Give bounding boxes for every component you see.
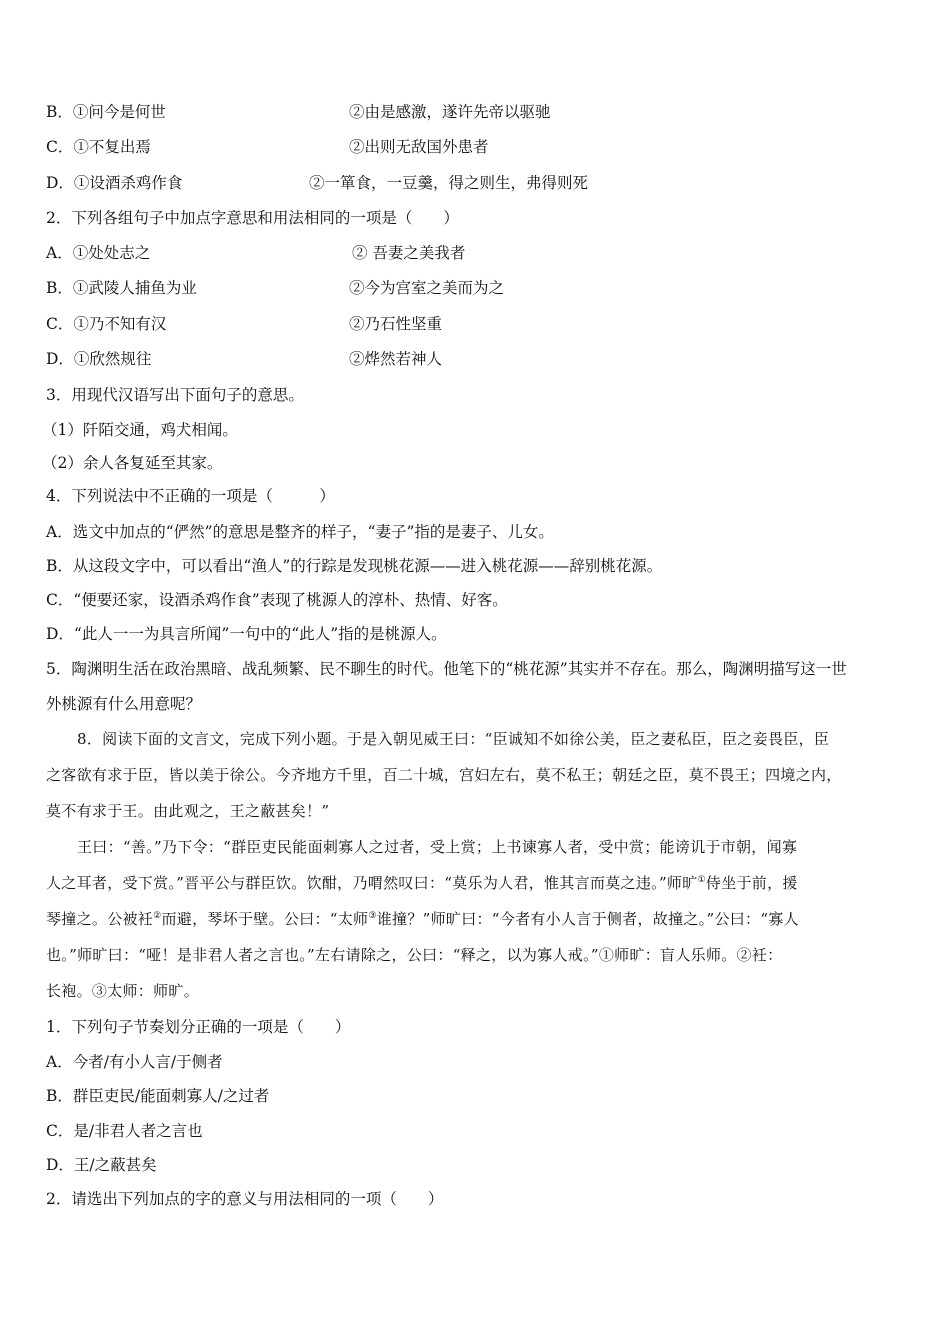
q2-option-b-left: B．①武陵人捕鱼为业	[46, 279, 197, 297]
q4-option-b: B．从这段文字中，可以看出“渔人”的行踪是发现桃花源——进入桃花源——辞别桃花源。	[46, 557, 663, 575]
passage8-p1-line-2: 之客欲有求于臣，皆以美于徐公。今齐地方千里，百二十城，宫妇左右，莫不私王；朝廷之臣，莫不畏王；四境之内，	[46, 766, 842, 784]
q2-option-c-right: ②乃石性坚重	[349, 315, 443, 333]
q3-sentence-2: （2）余人各复延至其家。	[42, 454, 223, 472]
q2-stem: 2．下列各组句子中加点字意思和用法相同的一项是（ ）	[46, 209, 459, 227]
q3-stem: 3．用现代汉语写出下面句子的意思。	[46, 386, 304, 404]
passage8-p2-line-3-b: 而避，琴坏于壁。公曰：“太师	[161, 910, 369, 928]
passage8-p2-line-2	[46, 873, 798, 893]
passage8-p2-line-3	[46, 909, 799, 929]
q8-1-option-c: C．是/非君人者之言也	[46, 1122, 203, 1140]
q1-option-c-left: C．①不复出焉	[46, 138, 151, 156]
q2-option-d-right: ②烨然若神人	[349, 350, 443, 368]
footnote-mark-1: ①	[697, 875, 706, 885]
q8-1-option-a: A．今者/有小人言/于侧者	[46, 1053, 223, 1071]
q2-option-b-right: ②今为宫室之美而为之	[349, 279, 505, 297]
q3-sentence-1: （1）阡陌交通，鸡犬相闻。	[42, 421, 238, 439]
passage8-p2-line-2-text: 人之耳者，受下赏。”晋平公与群臣饮。饮酣，乃喟然叹曰：“莫乐为人君，惟其言而莫之违。”师旷	[46, 874, 698, 892]
passage8-p2-line-5: 长袍。③太师：师旷。	[46, 982, 200, 1000]
q1-option-b-left: B．①问今是何世	[46, 103, 166, 121]
q4-option-c: C．“便要还家，设酒杀鸡作食”表现了桃源人的淳朴、热情、好客。	[46, 591, 508, 609]
q8-1-option-d: D．王/之蔽甚矣	[46, 1156, 157, 1174]
q5-line-1: 5．陶渊明生活在政治黑暗、战乱频繁、民不聊生的时代。他笔下的“桃花源”其实并不存在。那么，陶渊明描写这一世	[46, 660, 847, 678]
passage8-p2-line-3-a: 琴撞之。公被衽	[46, 910, 154, 928]
passage8-p2-line-1: 王曰：“善。”乃下令：“群臣吏民能面刺寡人之过者，受上赏；上书谏寡人者，受中赏；能谤讥于市朝，闻寡	[77, 838, 798, 856]
passage8-p1-line-3: 莫不有求于王。由此观之，王之蔽甚矣！”	[46, 802, 330, 820]
q4-option-d: D．“此人一一为具言所闻”一句中的“此人”指的是桃源人。	[46, 625, 447, 643]
passage8-p2-line-2-tail: 侍坐于前，援	[705, 874, 798, 892]
q5-line-2: 外桃源有什么用意呢？	[46, 695, 202, 713]
passage8-p2-line-3-c: 谁撞？”师旷曰：“今者有小人言于侧者，故撞之。”公曰：“寡人	[376, 910, 799, 928]
q8-1-stem: 1．下列句子节奏划分正确的一项是（ ）	[46, 1018, 351, 1036]
q8-2-stem: 2．请选出下列加点的字的意义与用法相同的一项（ ）	[46, 1190, 444, 1208]
q2-option-d-left: D．①欣然规往	[46, 350, 152, 368]
q2-option-c-left: C．①乃不知有汉	[46, 315, 167, 333]
q1-option-b-right: ②由是感激，遂许先帝以驱驰	[349, 103, 551, 121]
passage8-p2-line-4: 也。”师旷曰：“哑！是非君人者之言也。”左右请除之，公曰：“释之，以为寡人戒。”①师旷：盲人乐师。②衽：	[46, 946, 783, 964]
q1-option-d-left: D．①设酒杀鸡作食	[46, 174, 183, 192]
q2-option-a-right: ② 吾妻之美我者	[352, 244, 466, 262]
q2-option-a-left: A．①处处志之	[46, 244, 151, 262]
q1-option-c-right: ②出则无敌国外患者	[349, 138, 489, 156]
q1-option-d-right: ②一箪食，一豆羹，得之则生，弗得则死	[309, 174, 589, 192]
q4-option-a: A．选文中加点的“俨然”的意思是整齐的样子，“妻子”指的是妻子、儿女。	[46, 523, 554, 541]
q8-1-option-b: B．群臣吏民/能面刺寡人/之过者	[46, 1087, 270, 1105]
q4-stem: 4．下列说法中不正确的一项是（ ）	[46, 487, 335, 505]
passage8-p1-line-1: 8．阅读下面的文言文，完成下列小题。于是入朝见威王曰：“臣诚知不如徐公美，臣之妻私臣，臣之妾畏臣，臣	[77, 730, 830, 748]
footnote-mark-3: ③	[368, 911, 377, 921]
footnote-mark-2: ②	[153, 911, 162, 921]
